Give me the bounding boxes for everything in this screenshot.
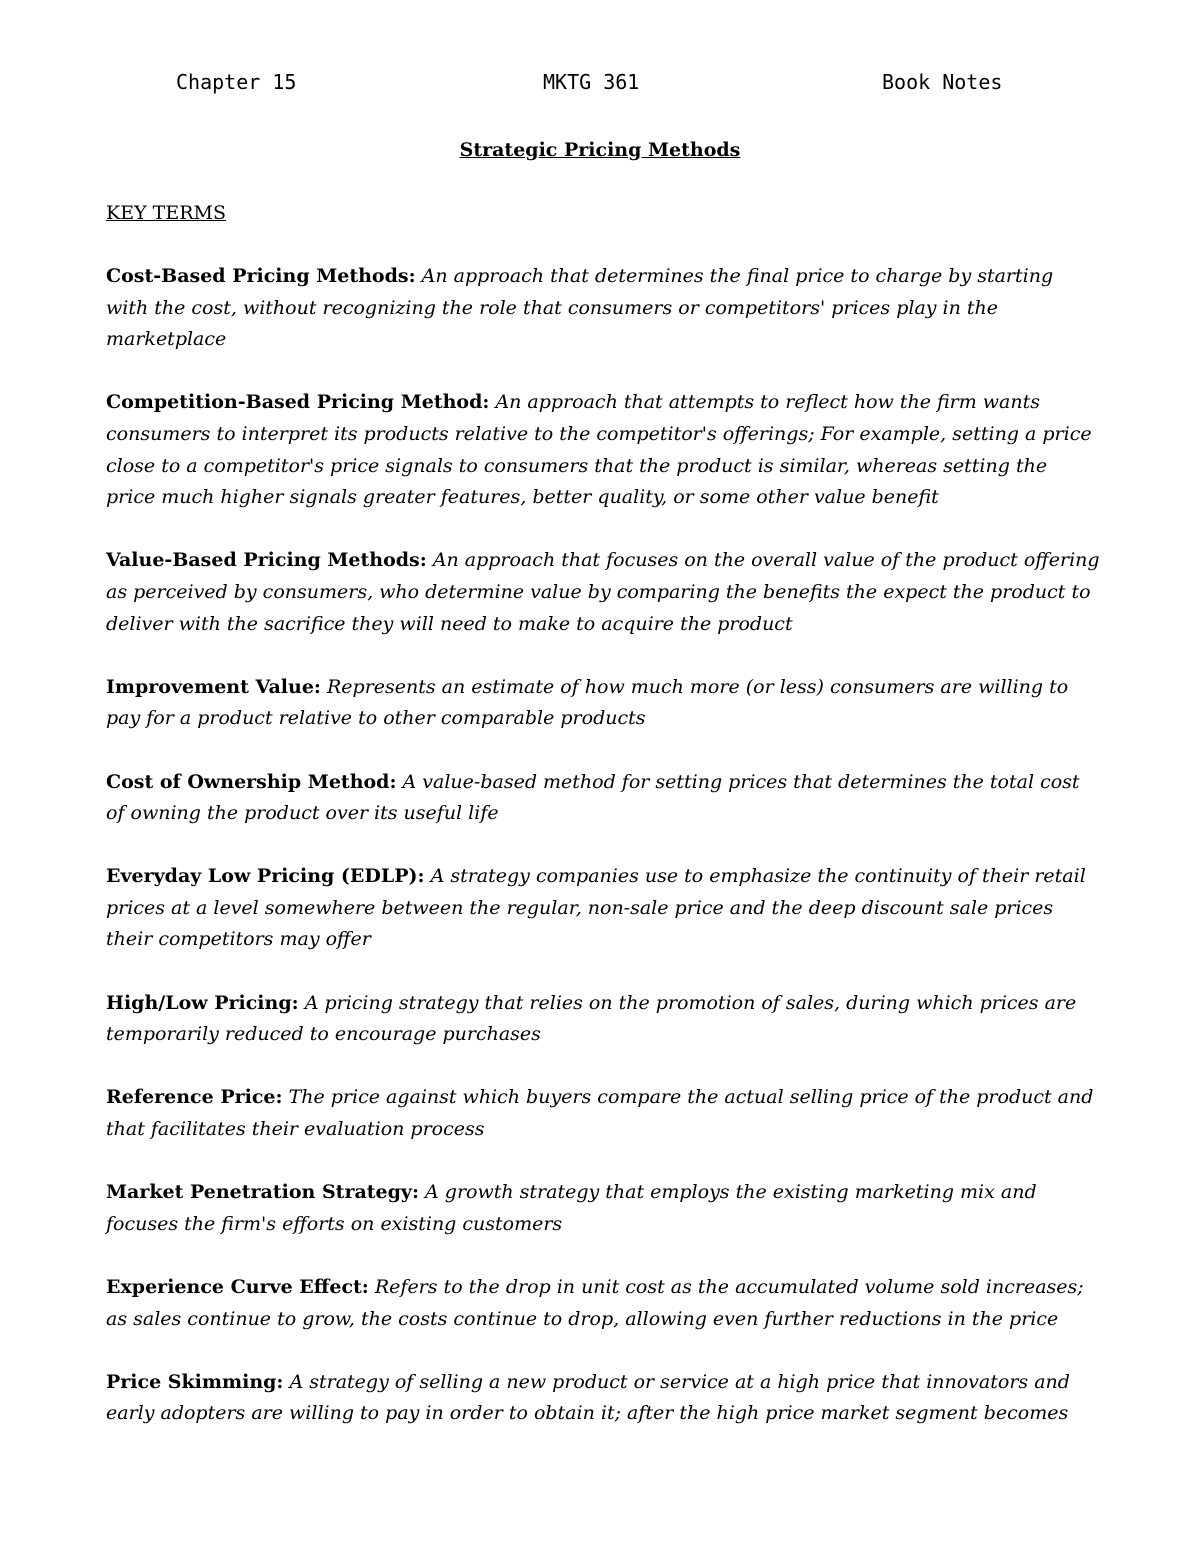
header-doc-type: Book Notes [882,70,1003,94]
term-entry [106,861,1100,956]
term-definition: The price against which buyers compare the actual selling price of the product and that facilitates their evaluation process [106,1086,1094,1141]
key-terms-list [106,261,1100,1462]
term-entry [106,1367,1100,1430]
term-definition: A value-based method for setting prices that determines the total cost of owning the product over its useful life [106,770,1080,825]
term-definition: A strategy companies use to emphasize the continuity of their retail prices at a level somewhere between the regular, non-sale price and the deep discount sale prices their competitors may offer [106,865,1086,951]
term-definition: Refers to the drop in unit cost as the accumulated volume sold increases; as sales continue to grow, the costs continue to drop, allowing even further reductions in the price [106,1276,1084,1330]
term-definition: A growth strategy that employs the existing marketing mix and focuses the firm's efforts on existing customers [106,1181,1037,1235]
section-heading-key-terms: KEY TERMS [106,202,226,224]
term-name: Value-Based Pricing Methods: [106,549,427,572]
term-entry [106,1177,1100,1240]
term-entry [106,988,1100,1051]
term-entry [106,261,1100,356]
term-name: Market Penetration Strategy: [106,1181,419,1204]
term-name: Price Skimming: [106,1370,284,1393]
term-definition: An approach that attempts to reflect how the firm wants consumers to interpret its products relative to the competitor's offerings; For example, setting a price close to a competitor's price signals to consumers that the product is similar, whereas setting the price much higher signals greater features, better quality, or some other value benefit [106,391,1092,509]
term-definition: An approach that focuses on the overall value of the product offering as perceived by consumers, who determine value by comparing the benefits the expect the product to deliver with the sacrifice they will need to make to acquire the product [106,549,1100,635]
term-entry [106,1082,1100,1145]
page-title: Strategic Pricing Methods [459,139,741,161]
term-definition: An approach that determines the final price to charge by starting with the cost, without recognizing the role that consumers or competitors' prices play in the marketplace [106,265,1054,351]
term-name: Reference Price: [106,1086,283,1109]
term-name: Experience Curve Effect: [106,1276,369,1298]
term-definition: A strategy of selling a new product or service at a high price that innovators and early adopters are willing to pay in order to obtain it; after the high price market segment becomes [106,1370,1070,1425]
header-course: MKTG 361 [543,70,640,94]
page-header [0,70,1200,100]
term-definition: Represents an estimate of how much more (or less) consumers are willing to pay for a product relative to other comparable products [106,675,1069,730]
term-entry [106,545,1100,640]
term-name: Improvement Value: [106,675,321,698]
term-name: Cost of Ownership Method: [106,770,397,793]
term-name: High/Low Pricing: [106,991,299,1014]
header-chapter: Chapter 15 [176,70,297,94]
term-entry [106,1272,1100,1335]
term-name: Competition-Based Pricing Method: [106,391,490,414]
term-entry [106,767,1100,830]
term-definition: A pricing strategy that relies on the promotion of sales, during which prices are temporarily reduced to encourage purchases [106,991,1077,1046]
term-name: Everyday Low Pricing (EDLP): [106,865,425,888]
term-name: Cost-Based Pricing Methods: [106,265,416,287]
term-entry [106,672,1100,735]
term-entry [106,387,1100,513]
